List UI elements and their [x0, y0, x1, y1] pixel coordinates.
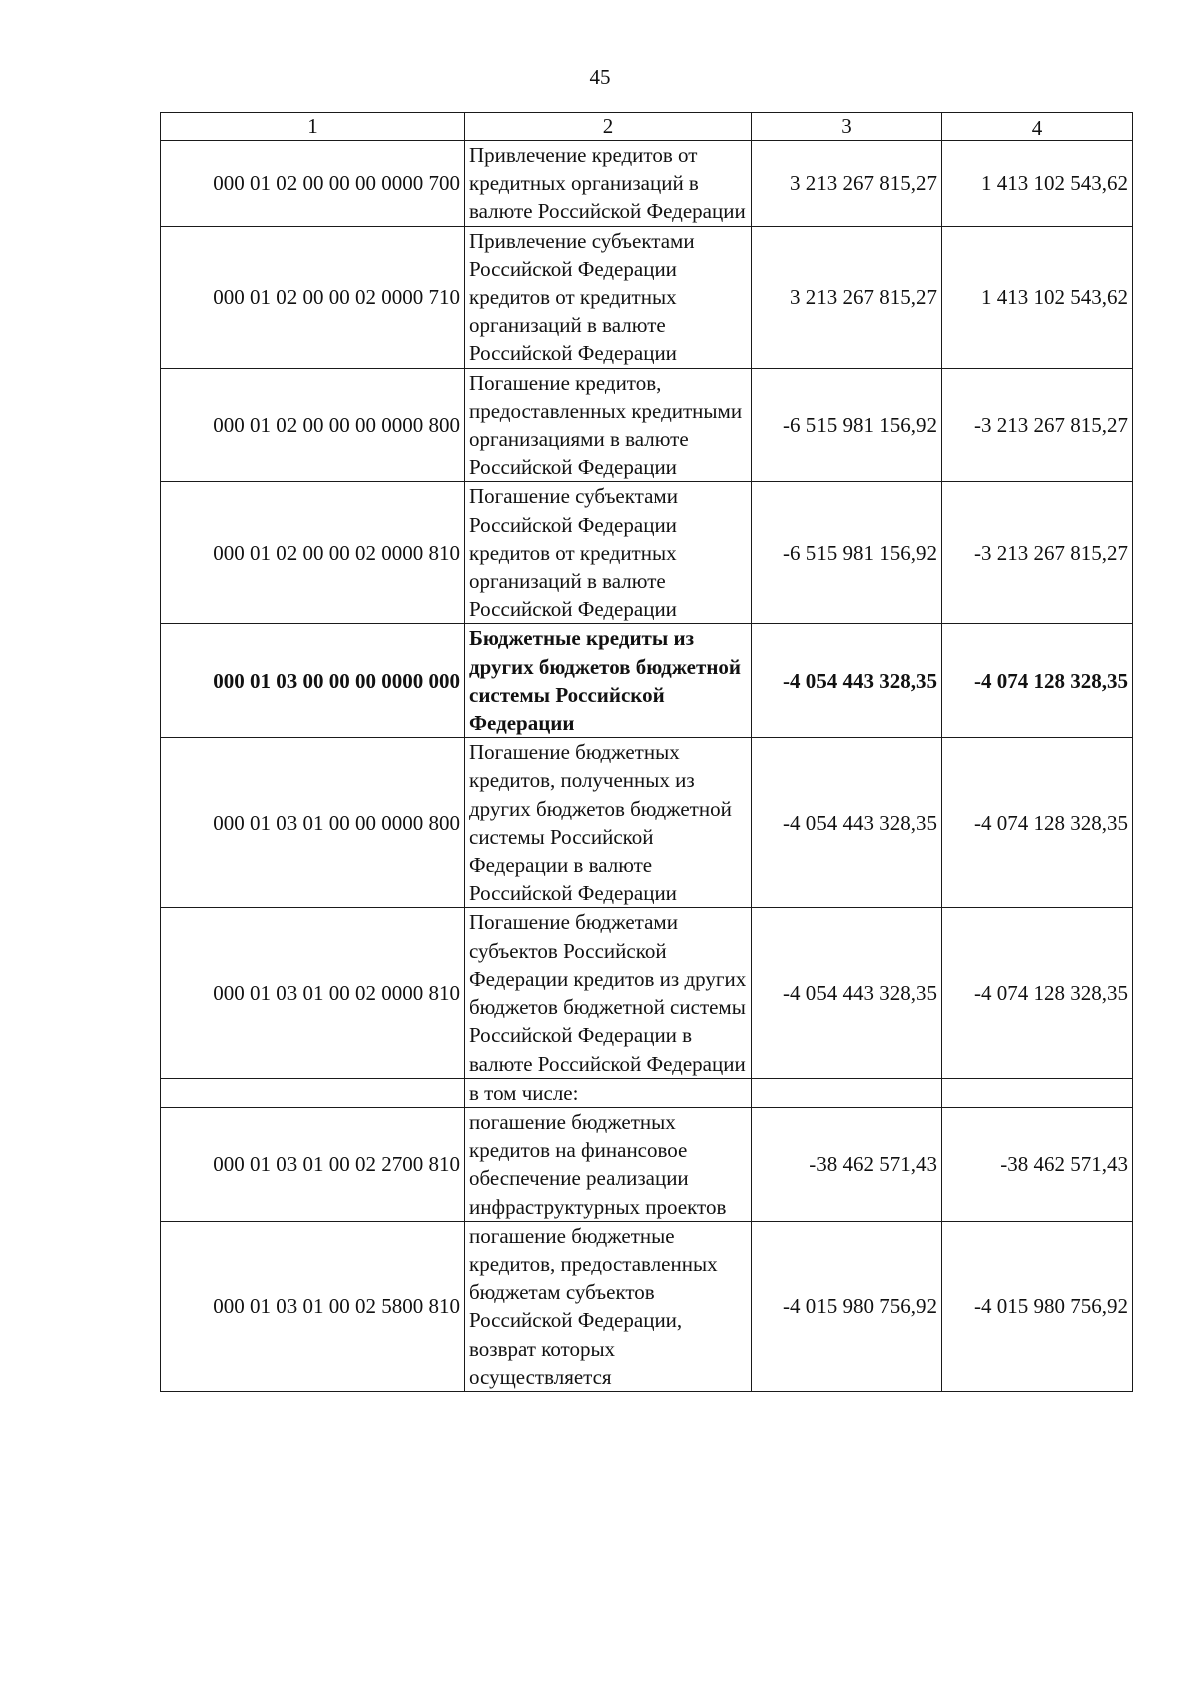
row-name: Погашение бюджетных кредитов, полученных из других бюджетов бюджетной системы Российской Федерации в валюте Российской Федерации [465, 738, 752, 908]
row-code: 000 01 03 01 00 02 2700 810 [161, 1107, 465, 1221]
table-row [161, 482, 1133, 624]
row-code: 000 01 02 00 00 00 0000 800 [161, 368, 465, 482]
row-code [161, 1078, 465, 1107]
header-col-3: 3 [752, 113, 942, 141]
row-value-col3: -6 515 981 156,92 [752, 482, 942, 624]
table-row [161, 226, 1133, 368]
row-code: 000 01 03 01 00 02 5800 810 [161, 1221, 465, 1391]
header-col-4: 4 [942, 113, 1133, 141]
row-value-col3: 3 213 267 815,27 [752, 226, 942, 368]
row-name: Погашение бюджетами субъектов Российской Федерации кредитов из других бюджетов бюджетной системы Российской Федерации в валюте Российской Федерации [465, 908, 752, 1078]
row-value-col4: -4 074 128 328,35 [942, 624, 1133, 738]
table-row [161, 1221, 1133, 1391]
row-value-col4: 1 413 102 543,62 [942, 141, 1133, 227]
row-code: 000 01 03 01 00 00 0000 800 [161, 738, 465, 908]
row-code: 000 01 02 00 00 02 0000 710 [161, 226, 465, 368]
row-name: Привлечение кредитов от кредитных организаций в валюте Российской Федерации [465, 141, 752, 227]
row-code: 000 01 03 00 00 00 0000 000 [161, 624, 465, 738]
row-value-col3: -6 515 981 156,92 [752, 368, 942, 482]
row-value-col4: -4 074 128 328,35 [942, 908, 1133, 1078]
table-row [161, 368, 1133, 482]
row-value-col4: 1 413 102 543,62 [942, 226, 1133, 368]
row-value-col4: -38 462 571,43 [942, 1107, 1133, 1221]
table-row-subheading [161, 1078, 1133, 1107]
row-value-col3: 3 213 267 815,27 [752, 141, 942, 227]
table-row [161, 908, 1133, 1078]
row-name: Погашение кредитов, предоставленных кредитными организациями в валюте Российской Федерации [465, 368, 752, 482]
row-value-col3: -4 054 443 328,35 [752, 624, 942, 738]
row-name: Бюджетные кредиты из других бюджетов бюджетной системы Российской Федерации [465, 624, 752, 738]
row-value-col4: -4 015 980 756,92 [942, 1221, 1133, 1391]
row-name: Привлечение субъектами Российской Федерации кредитов от кредитных организаций в валюте Российской Федерации [465, 226, 752, 368]
row-value-col3: -4 054 443 328,35 [752, 738, 942, 908]
row-value-col3 [752, 1078, 942, 1107]
row-name: погашение бюджетных кредитов на финансовое обеспечение реализации инфраструктурных проектов [465, 1107, 752, 1221]
row-name: Погашение субъектами Российской Федерации кредитов от кредитных организаций в валюте Российской Федерации [465, 482, 752, 624]
row-code: 000 01 02 00 00 02 0000 810 [161, 482, 465, 624]
table-row [161, 738, 1133, 908]
row-value-col3: -4 054 443 328,35 [752, 908, 942, 1078]
budget-sources-table [160, 112, 1133, 1392]
table-row [161, 141, 1133, 227]
table-row-section-total [161, 624, 1133, 738]
row-value-col4 [942, 1078, 1133, 1107]
row-value-col3: -38 462 571,43 [752, 1107, 942, 1221]
table-row [161, 1107, 1133, 1221]
row-value-col4: -3 213 267 815,27 [942, 368, 1133, 482]
row-value-col3: -4 015 980 756,92 [752, 1221, 942, 1391]
table-header-row [161, 113, 1133, 141]
row-value-col4: -4 074 128 328,35 [942, 738, 1133, 908]
page-number: 45 [589, 65, 611, 89]
row-code: 000 01 02 00 00 00 0000 700 [161, 141, 465, 227]
row-value-col4: -3 213 267 815,27 [942, 482, 1133, 624]
header-col-2: 2 [465, 113, 752, 141]
header-col-1: 1 [161, 113, 465, 141]
row-code: 000 01 03 01 00 02 0000 810 [161, 908, 465, 1078]
row-name: погашение бюджетные кредитов, предоставленных бюджетам субъектов Российской Федерации, возврат которых осуществляется [465, 1221, 752, 1391]
row-name: в том числе: [465, 1078, 752, 1107]
